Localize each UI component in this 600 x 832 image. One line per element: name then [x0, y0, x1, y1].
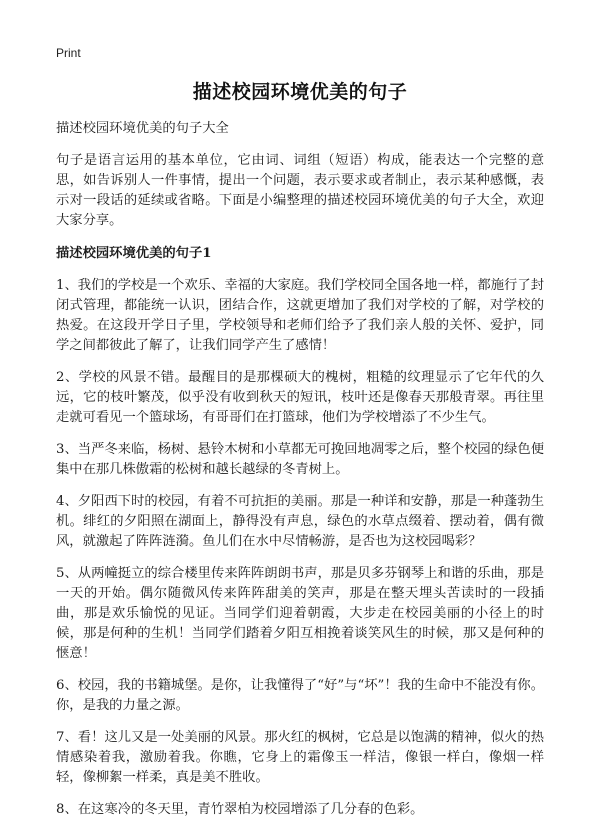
- sentence-item-5: 5、从两幢挺立的综合楼里传来阵阵朗朗书声，那是贝多芬钢琴上和谐的乐曲，那是一天的开始。偶尔随微风传来阵阵甜美的笑声，那是在整天埋头苦读时的一段插曲，那是欢乐愉悦的见证。当同学们迎着朝霞，大步走在校园美丽的小径上的时候，那是何种的生机！当同学们踏着夕阳互相挽着谈笑风生的时候，那又是何种的惬意！: [56, 566, 544, 661]
- document-subtitle: 描述校园环境优美的句子大全: [56, 121, 229, 136]
- intro-paragraph: 句子是语言运用的基本单位，它由词、词组（短语）构成，能表达一个完整的意思，如告诉别人一件事情，提出一个问题，表示要求或者制止，表示某种感慨，表示对一段话的延续或省略。下面是小编整理的描述校园环境优美的句子大全，欢迎大家分享。: [56, 153, 544, 228]
- document-title: 描述校园环境优美的句子: [192, 81, 408, 103]
- sentence-item-1: 1、我们的学校是一个欢乐、幸福的大家庭。我们学校同全国各地一样，都施行了封闭式管理，都能统一认识，团结合作，这就更增加了我们对学校的了解，对学校的热爱。在这段开学日子里，学校领导和老师们给予了我们亲人般的关怀、爱护，同学之间都彼此了解了，让我们同学产生了感情！: [56, 278, 544, 353]
- print-link[interactable]: Print: [56, 46, 81, 60]
- sentence-item-7: 7、看！这儿又是一处美丽的风景。那火红的枫树，它总是以饱满的精神，似火的热情感染着我，激励着我。你瞧，它身上的霜像玉一样洁，像银一样白，像烟一样轻，像柳絮一样柔，真是美不胜收。: [56, 730, 544, 785]
- sentence-item-3: 3、当严冬来临，杨树、悬铃木树和小草都无可挽回地凋零之后，整个校园的绿色便集中在那几株傲霜的松树和越长越绿的冬青树上。: [56, 442, 544, 477]
- sentence-item-2: 2、学校的风景不错。最醒目的是那棵硕大的槐树，粗糙的纹理显示了它年代的久远，它的枝叶繁茂，似乎没有收到秋天的短讯，枝叶还是像春天那般青翠。再往里走就可看见一个篮球场，有哥哥们在打篮球，他们为学校增添了不少生气。: [56, 370, 544, 425]
- document-body: [56, 119, 544, 832]
- sentence-item-8: 8、在这寒冷的冬天里，青竹翠柏为校园增添了几分春的色彩。: [56, 802, 424, 817]
- section-heading: 描述校园环境优美的句子1: [56, 246, 212, 261]
- sentence-item-6: 6、校园，我的书籍城堡。是你，让我懂得了“好”与“坏”！我的生命中不能没有你。你，是我的力量之源。: [56, 678, 544, 713]
- sentence-item-4: 4、夕阳西下时的校园，有着不可抗拒的美丽。那是一种详和安静，那是一种蓬勃生机。绯红的夕阳照在湖面上，静得没有声息，绿色的水草点缀着、摆动着，偶有微风，就激起了阵阵涟漪。鱼儿们在水中尽情畅游，是否也为这校园喝彩？: [56, 494, 544, 549]
